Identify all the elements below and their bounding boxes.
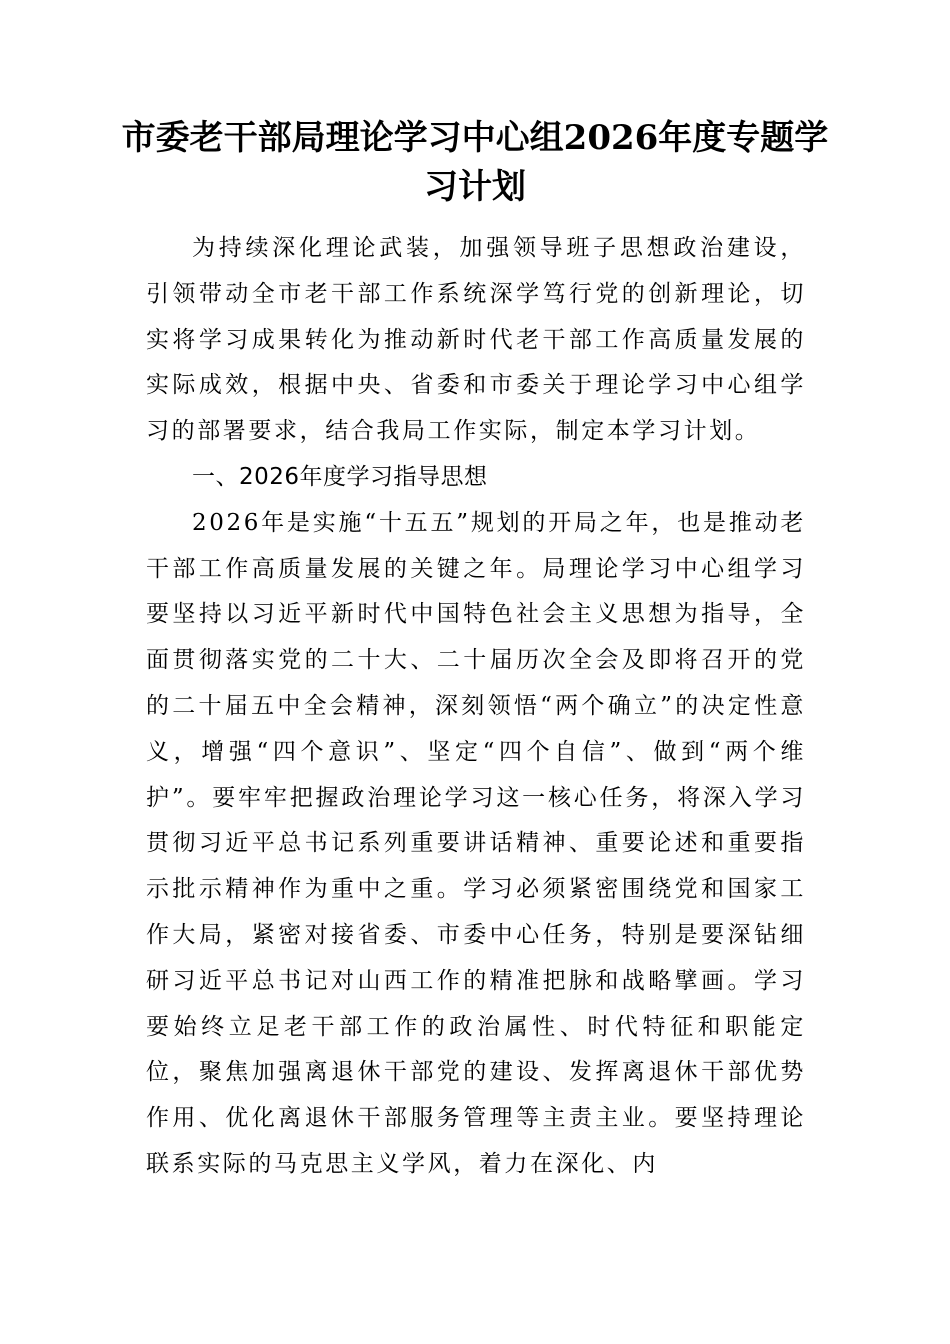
- document-title: 市委老干部局理论学习中心组2026年度专题学习计划: [121, 118, 829, 207]
- section-paragraph: 2026年是实施“十五五”规划的开局之年，也是推动老干部工作高质量发展的关键之年。局理论学习中心组学习要坚持以习近平新时代中国特色社会主义思想为指导，全面贯彻落实党的二十大、二十届历次全会及即将召开的党的二十届五中全会精神，深刻领悟“两个确立”的决定性意义，增强“四个意识”、坚定“四个自信”、做到“两个维护”。要牢牢把握政治理论学习这一核心任务，将深入学习贯彻习近平总书记系列重要讲话精神、重要论述和重要指示批示精神作为重中之重。学习必须紧密围绕党和国家工作大局，紧密对接省委、市委中心任务，特别是要深钻细研习近平总书记对山西工作的精准把脉和战略擘画。学习要始终立足老干部工作的政治属性、时代特征和职能定位，聚焦加强离退休干部党的建设、发挥离退休干部优势作用、优化离退休干部服务管理等主责主业。要坚持理论联系实际的马克思主义学风，着力在深化、内: [146, 509, 806, 1177]
- intro-paragraph: 为持续深化理论武装，加强领导班子思想政治建设，引领带动全市老干部工作系统深学笃行党的创新理论，切实将学习成果转化为推动新时代老干部工作高质量发展的实际成效，根据中央、省委和市委关于理论学习中心组学习的部署要求，结合我局工作实际，制定本学习计划。: [146, 235, 806, 445]
- document-body: [146, 226, 806, 1188]
- section-heading: 一、2026年度学习指导思想: [192, 463, 488, 490]
